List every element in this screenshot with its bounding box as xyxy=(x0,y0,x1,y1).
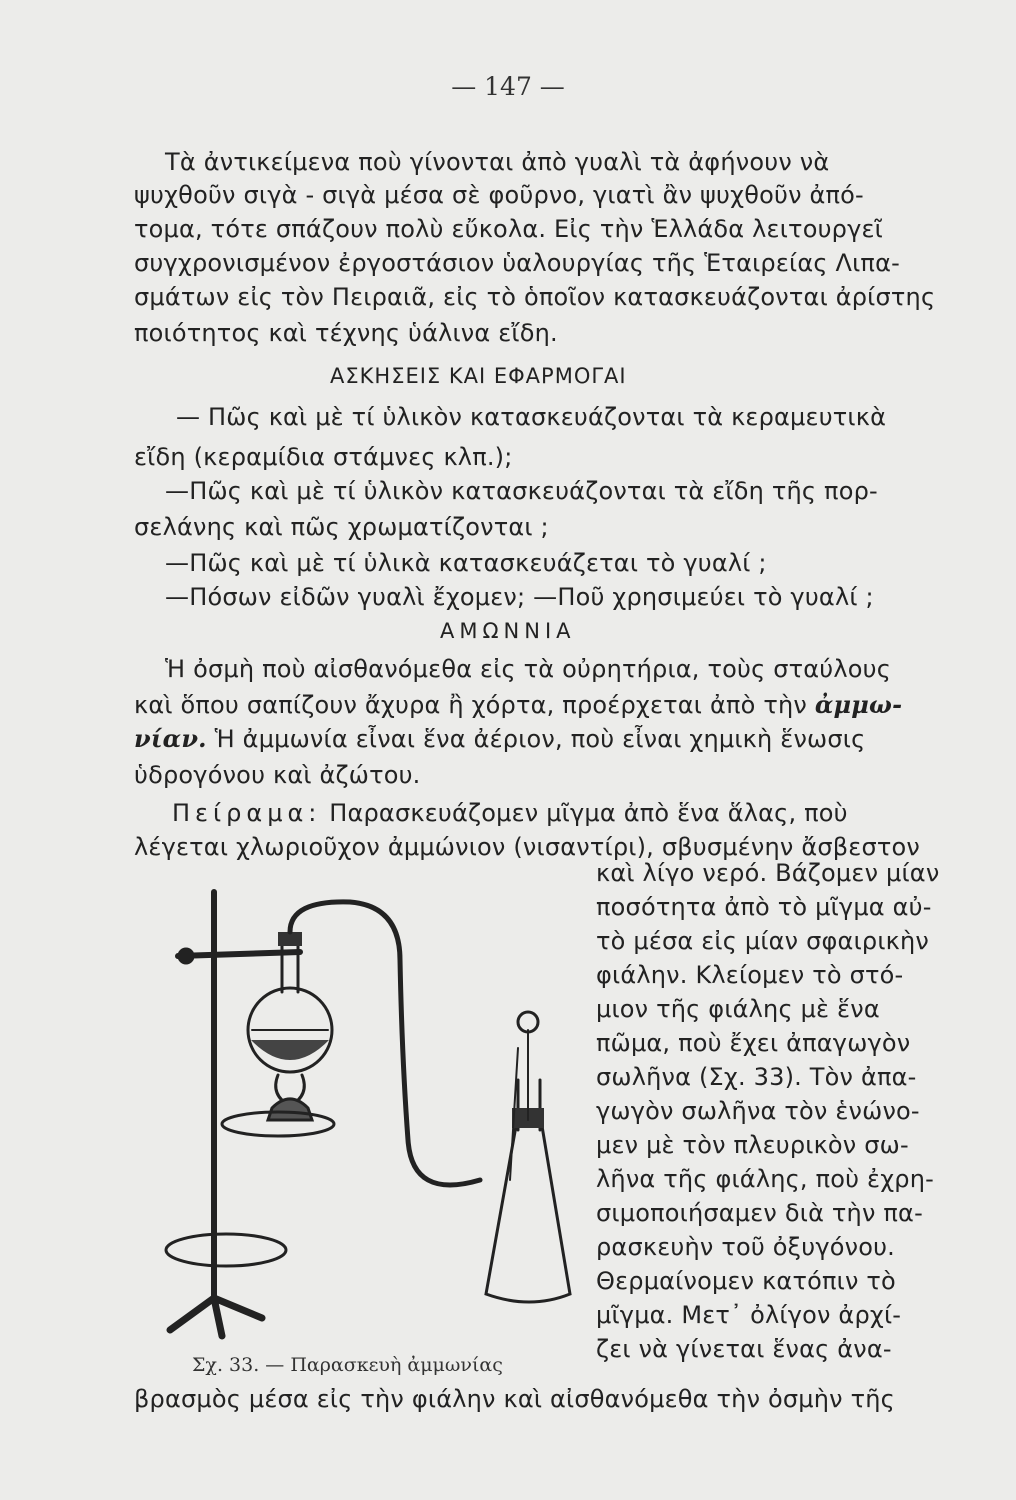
side-line-13: Θερμαίνομεν κατόπιν τὸ xyxy=(596,1267,896,1295)
side-line-8: γωγὸν σωλῆνα τὸν ἑνώνο- xyxy=(596,1097,920,1125)
exercise-line-6: —Πόσων εἰδῶν γυαλὶ ἔχομεν; —Ποῦ χρησιμεύει τὸ γυαλί ; xyxy=(165,583,874,611)
exercise-line-4: σελάνης καὶ πῶς χρωματίζονται ; xyxy=(134,513,549,541)
exercise-line-1: — Πῶς καὶ μὲ τί ὑλικὸν κατασκευάζονται τὰ κεραμευτικὰ xyxy=(176,403,887,431)
ammonia-apparatus-illustration xyxy=(150,880,590,1350)
side-line-9: μεν μὲ τὸν πλευρικὸν σω- xyxy=(596,1131,909,1159)
side-line-7: σωλῆνα (Σχ. 33). Τὸν ἀπα- xyxy=(596,1063,917,1091)
side-line-15: ζει νὰ γίνεται ἕνας ἀνα- xyxy=(596,1335,892,1363)
intro-line-4: συγχρονισμένον ἐργοστάσιον ὑαλουργίας τῆς Ἑταιρείας Λιπα- xyxy=(134,249,900,277)
experiment-last-line: βρασμὸς μέσα εἰς τὴν φιάλην καὶ αἰσθανόμεθα τὴν ὀσμὴν τῆς xyxy=(134,1385,895,1413)
side-line-4: φιάλην. Κλείομεν τὸ στό- xyxy=(596,961,904,989)
side-line-1: καὶ λίγο νερό. Βάζομεν μίαν xyxy=(596,859,940,887)
experiment-label: Πείραμα: xyxy=(172,799,322,827)
experiment-line-2: λέγεται χλωριοῦχον ἀμμώνιον (νισαντίρι), σβυσμένην ἄσβεστον xyxy=(134,833,921,861)
experiment-line-1 xyxy=(172,798,848,828)
exercise-line-2: εἴδη (κεραμίδια στάμνες κλπ.); xyxy=(134,443,513,471)
ammonia-line-3 xyxy=(134,724,865,754)
side-line-12: ρασκευὴν τοῦ ὀξυγόνου. xyxy=(596,1233,896,1261)
exercise-line-3: —Πῶς καὶ μὲ τί ὑλικὸν κατασκευάζονται τὰ εἴδη τῆς πορ- xyxy=(165,477,878,505)
page-number: — 147 — xyxy=(451,72,565,101)
side-line-3: τὸ μέσα εἰς μίαν σφαιρικὴν xyxy=(596,927,930,955)
experiment-line-1-text: Παρασκευάζομεν μῖγμα ἀπὸ ἕνα ἅλας, ποὺ xyxy=(329,799,848,827)
figure-caption: Σχ. 33. — Παρασκευὴ ἀμμωνίας xyxy=(192,1354,503,1376)
intro-line-3: τομα, τότε σπάζουν πολὺ εὔκολα. Εἰς τὴν Ἑλλάδα λειτουργεῖ xyxy=(134,215,883,243)
ammonia-line-3-text: Ἡ ἀμμωνία εἶναι ἕνα ἀέριον, ποὺ εἶναι χημικὴ ἕνωσις xyxy=(214,725,866,753)
side-line-5: μιον τῆς φιάλης μὲ ἕνα xyxy=(596,995,880,1023)
ammonia-line-4: ὑδρογόνου καὶ ἀζώτου. xyxy=(134,761,421,789)
intro-line-5: σμάτων εἰς τὸν Πειραιᾶ, εἰς τὸ ὁποῖον κατασκευάζονται ἀρίστης xyxy=(134,283,936,311)
ammonia-term-part2: νίαν. xyxy=(134,724,207,753)
intro-line-2: ψυχθοῦν σιγὰ - σιγὰ μέσα σὲ φοῦρνο, γιατὶ ἂν ψυχθοῦν ἀπό- xyxy=(134,181,864,209)
side-line-11: σιμοποιήσαμεν διὰ τὴν πα- xyxy=(596,1199,923,1227)
exercise-line-5: —Πῶς καὶ μὲ τί ὑλικὰ κατασκευάζεται τὸ γυαλί ; xyxy=(165,549,767,577)
side-line-14: μῖγμα. Μετ᾽ ὀλίγον ἀρχί- xyxy=(596,1301,902,1329)
ammonia-line-1: Ἡ ὀσμὴ ποὺ αἰσθανόμεθα εἰς τὰ οὐρητήρια, τοὺς σταύλους xyxy=(165,655,892,683)
side-line-2: ποσότητα ἀπὸ τὸ μῖγμα αὐ- xyxy=(596,893,932,921)
exercises-heading: ΑΣΚΗΣΕΙΣ ΚΑΙ ΕΦΑΡΜΟΓΑΙ xyxy=(330,364,627,388)
ammonia-term-part1: ἀμμω- xyxy=(814,690,903,719)
ammonia-line-2 xyxy=(134,690,902,720)
intro-line-1: Τὰ ἀντικείμενα ποὺ γίνονται ἀπὸ γυαλὶ τὰ ἀφήνουν νὰ xyxy=(165,148,830,176)
side-line-6: πῶμα, ποὺ ἔχει ἀπαγωγὸν xyxy=(596,1029,911,1057)
intro-line-6: ποιότητος καὶ τέχνης ὑάλινα εἴδη. xyxy=(134,319,558,347)
ammonia-heading: ΑΜΩΝΝΙΑ xyxy=(440,619,576,643)
side-line-10: λῆνα τῆς φιάλης, ποὺ ἐχρη- xyxy=(596,1165,934,1193)
ammonia-line-2-text: καὶ ὅπου σαπίζουν ἄχυρα ἢ χόρτα, προέρχεται ἀπὸ τὴν xyxy=(134,691,807,719)
